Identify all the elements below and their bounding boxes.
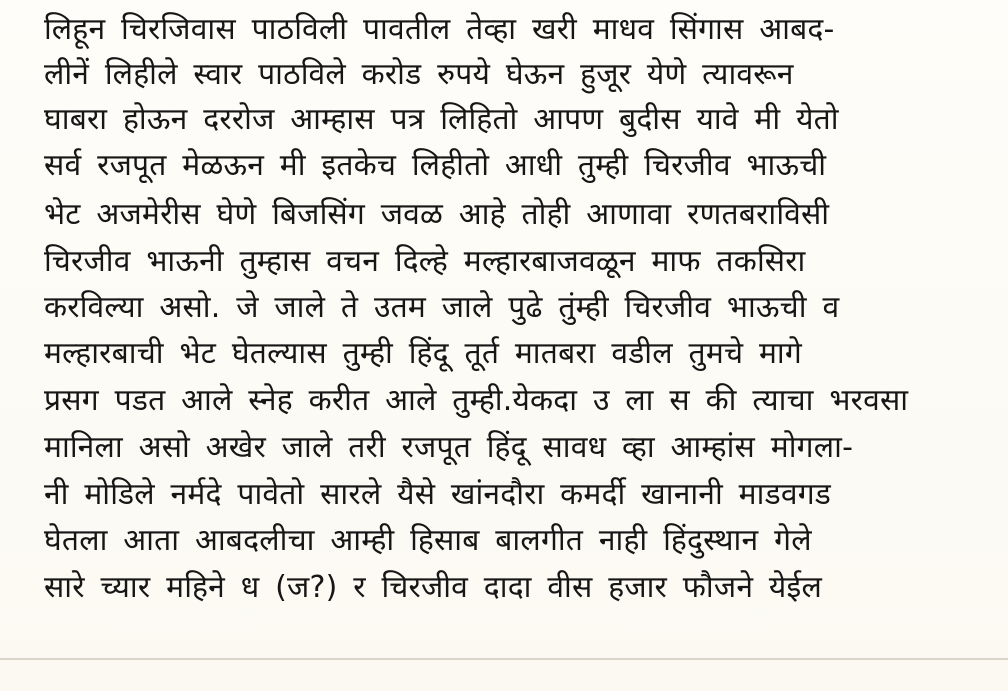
text-line: करविल्या असो. जे जाले ते उतम जाले पुढे तुंम्ही चिरजीव भाऊची व: [44, 290, 840, 325]
text-line: सारे च्यार महिने ध (ज?) र चिरजीव दादा वीस हजार फौजने येईल: [44, 570, 822, 605]
text-line: नी मोडिले नर्मदे पावेतो सारले यैसे खांनदौरा कमर्दी खानानी माडवगड: [44, 477, 832, 512]
text-line: लिहून चिरजिवास पाठविली पावतील तेव्हा खरी माधव सिंगास आबद-: [44, 12, 835, 47]
text-line: लीनें लिहीले स्वार पाठविले करोड रुपये घेऊन हुजूर येणे त्यावरून: [44, 57, 794, 92]
text-line: मानिला असो अखेर जाले तरी रजपूत हिंदू सावध व्हा आम्हांस मोगला-: [44, 430, 854, 465]
page-bottom-edge: [0, 658, 1008, 660]
text-line: चिरजीव भाऊनी तुम्हास वचन दिल्हे मल्हारबाजवळून माफ तकसिरा: [44, 244, 806, 279]
text-line: घेतला आता आबदलीचा आम्ही हिसाब बालगीत नाही हिंदुस्थान गेले: [44, 523, 812, 558]
text-line: घाबरा होऊन दररोज आम्हास पत्र लिहितो आपण बुदीस यावे मी येतो: [44, 102, 839, 137]
text-line: मल्हारबाची भेट घेतल्यास तुम्ही हिंदू तूर्त मातबरा वडील तुमचे मागे: [44, 336, 802, 371]
text-line: सर्व रजपूत मेळऊन मी इतकेच लिहीतो आधी तुम्ही चिरजीव भाऊची: [44, 148, 827, 183]
text-line: प्रसग पडत आले स्नेह करीत आले तुम्ही.येकदा उ ला स की त्याचा भरवसा: [44, 383, 909, 418]
text-line: भेट अजमेरीस घेणे बिजसिंग जवळ आहे तोही आणावा रणतबराविसी: [44, 197, 830, 232]
